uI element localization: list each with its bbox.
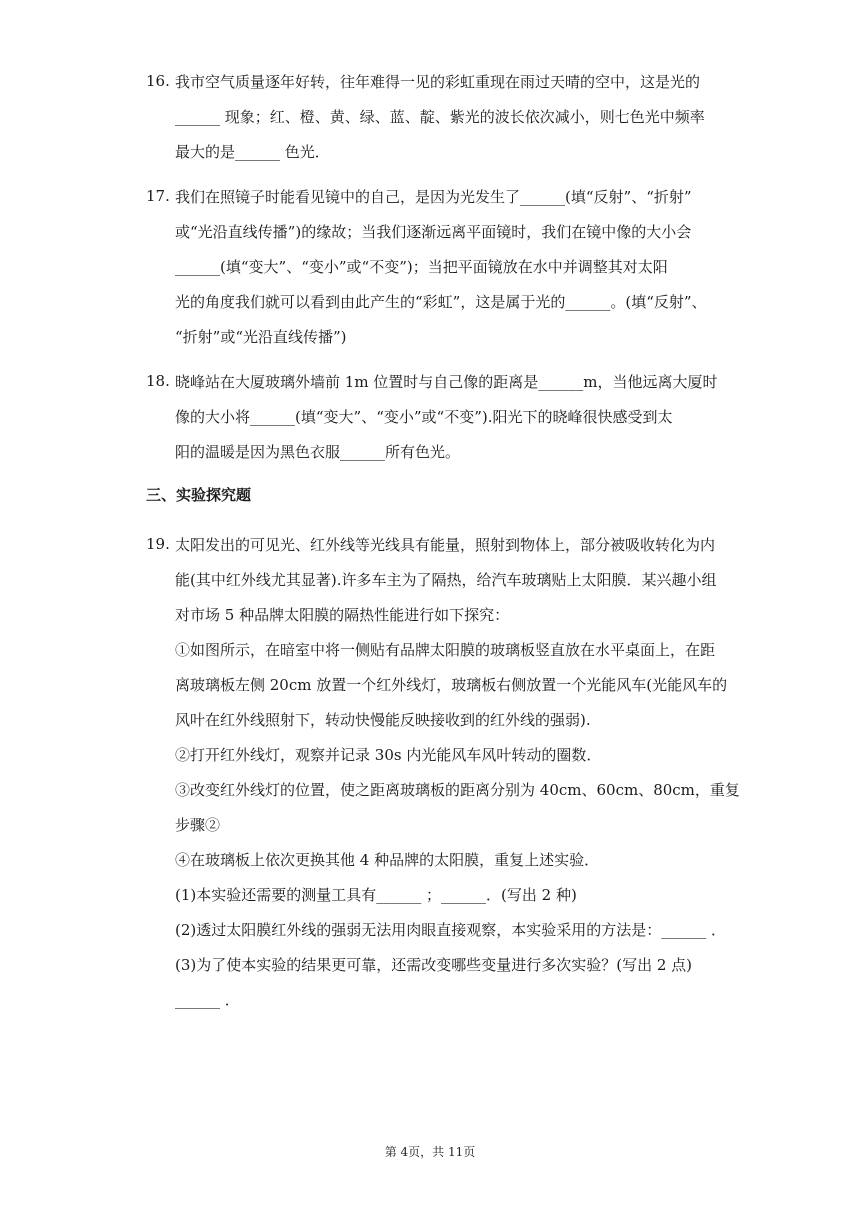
question-line: 我们在照镜子时能看见镜中的自己，是因为光发生了______(填“反射”、“折射”: [175, 188, 692, 206]
question-line: 晓峰站在大厦玻璃外墙前 1m 位置时与自己像的距离是______m，当他远离大厦时: [175, 373, 718, 391]
question-line: 对市场 5 种品牌太阳膜的隔热性能进行如下探究：: [175, 606, 510, 624]
question-line: (2)透过太阳膜红外线的强弱无法用肉眼直接观察，本实验采用的方法是：______ ．: [175, 921, 727, 939]
question-line: 最大的是______ 色光．: [175, 143, 330, 161]
question-line: 我市空气质量逐年好转，往年难得一见的彩虹重现在雨过天晴的空中，这是光的: [175, 73, 701, 91]
section-heading: 三、实验探究题: [146, 486, 252, 504]
question-line: ______(填“变大”、“变小”或“不变”)；当把平面镜放在水中并调整其对太阳: [175, 258, 668, 276]
question-line: ④在玻璃板上依次更换其他 4 种品牌的太阳膜，重复上述实验．: [175, 851, 600, 869]
question-number: 19.: [146, 535, 170, 553]
question-line: ______ ．: [175, 991, 240, 1009]
question-line: 离玻璃板左侧 20cm 放置一个红外线灯，玻璃板右侧放置一个光能风车(光能风车的: [175, 676, 728, 694]
question-line: 能(其中红外线尤其显著).许多车主为了隔热，给汽车玻璃贴上太阳膜．某兴趣小组: [175, 571, 717, 589]
question-line: “折射”或“光沿直线传播”): [175, 328, 347, 346]
question-number: 16.: [146, 72, 170, 90]
page-footer: 第 4页，共 11页: [384, 1145, 476, 1159]
question-line: 太阳发出的可见光、红外线等光线具有能量，照射到物体上，部分被吸收转化为内: [175, 536, 716, 554]
question-line: ①如图所示，在暗室中将一侧贴有品牌太阳膜的玻璃板竖直放在水平桌面上，在距: [175, 641, 716, 659]
question-line: (1)本实验还需要的测量工具有______ ；______．(写出 2 种): [175, 886, 577, 904]
question-line: 或“光沿直线传播”)的缘故；当我们逐渐远离平面镜时，我们在镜中像的大小会: [175, 223, 692, 241]
question-line: 风叶在红外线照射下，转动快慢能反映接收到的红外线的强弱).: [175, 711, 591, 729]
question-line: (3)为了使本实验的结果更可靠，还需改变哪些变量进行多次实验？(写出 2 点): [175, 956, 693, 974]
question-number: 17.: [146, 187, 170, 205]
question-number: 18.: [146, 372, 170, 390]
question-line: ______ 现象；红、橙、黄、绿、蓝、靛、紫光的波长依次减小，则七色光中频率: [175, 108, 705, 126]
question-line: 光的角度我们就可以看到由此产生的“彩虹”，这是属于光的______。(填“反射”、: [175, 293, 707, 311]
question-line: 阳的温暖是因为黑色衣服______所有色光。: [175, 443, 461, 461]
question-line: ③改变红外线灯的位置，使之距离玻璃板的距离分别为 40cm、60cm、80cm，重复: [175, 781, 740, 799]
question-line: ②打开红外线灯，观察并记录 30s 内光能风车风叶转动的圈数．: [175, 746, 602, 764]
question-line: 步骤②: [175, 816, 221, 834]
question-line: 像的大小将______(填“变大”、“变小”或“不变”).阳光下的晓峰很快感受到太: [175, 408, 673, 426]
